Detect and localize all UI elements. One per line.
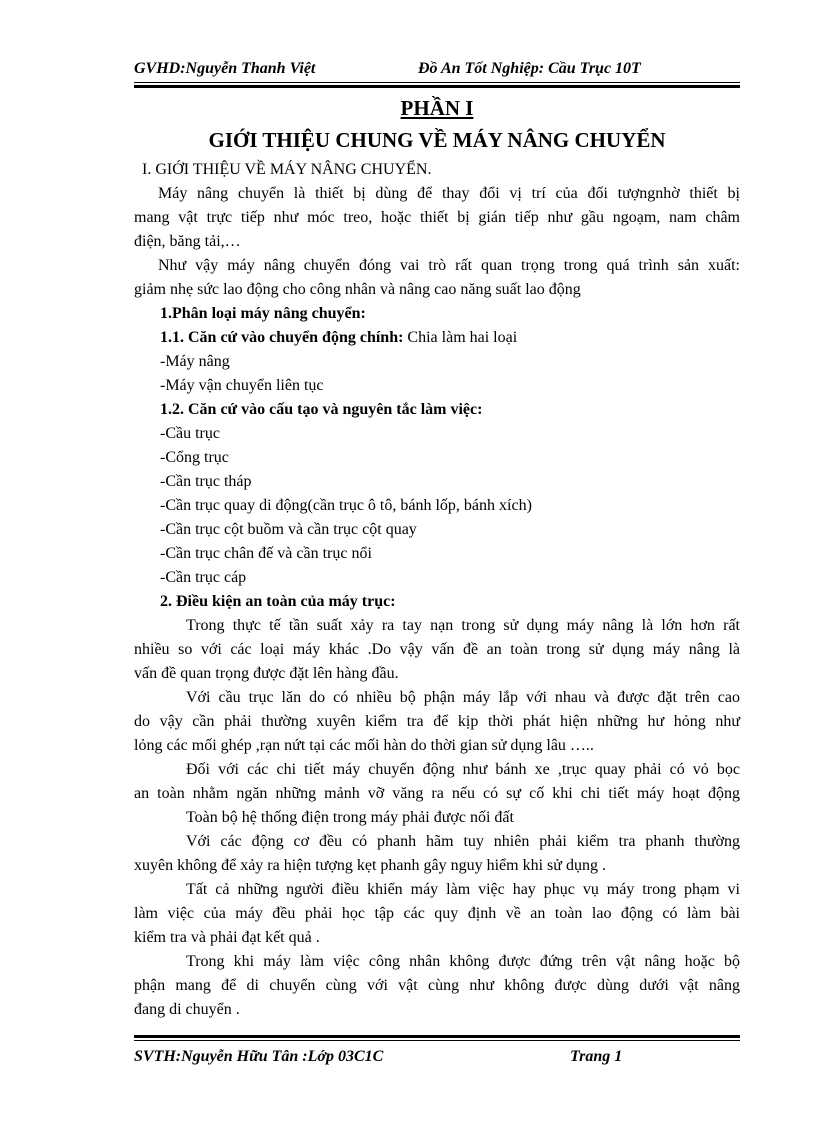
- list-item: -Cầu trục: [160, 425, 220, 442]
- paragraph-line: Máy nâng chuyển là thiết bị dùng để thay đổi vị trí của đối tượngnhờ thiết bị: [158, 185, 740, 202]
- header-rule-thin: [134, 82, 740, 83]
- subsection-text: Chia làm hai loại: [403, 329, 518, 346]
- paragraph-line: làm việc của máy đều phải học tập các quy định về an toàn lao động có làm bài: [134, 905, 740, 922]
- paragraph-line: Với các động cơ đều có phanh hãm tuy nhiên phải kiểm tra phanh thường: [186, 833, 740, 850]
- header-advisor: GVHD:Nguyễn Thanh Việt: [134, 60, 316, 77]
- paragraph-line: Như vậy máy nâng chuyển đóng vai trò rất quan trọng trong quá trình sản xuất:: [158, 257, 740, 274]
- page-header: [134, 58, 738, 80]
- section-heading: I. GIỚI THIỆU VỀ MÁY NÂNG CHUYỂN.: [142, 161, 432, 178]
- paragraph-line: nhiều so với các loại máy khác .Do vậy vấn đề an toàn trong sử dụng máy nâng là: [134, 641, 740, 658]
- paragraph-line: giảm nhẹ sức lao động cho công nhân và nâng cao năng suất lao động: [134, 281, 581, 298]
- paragraph-line: phận mang để di chuyển cùng với vật cùng như không được dùng dưới vật nâng: [134, 977, 740, 994]
- list-item: -Máy vận chuyển liên tục: [160, 377, 324, 394]
- paragraph-line: Trong khi máy làm việc công nhân không được đứng trên vật nâng hoặc bộ: [186, 953, 740, 970]
- paragraph-line: mang vật trực tiếp như móc treo, hoặc thiết bị gián tiếp như gầu ngoạm, nam châm: [134, 209, 740, 226]
- list-item: -Cần trục quay di động(cần trục ô tô, bánh lốp, bánh xích): [160, 497, 532, 514]
- paragraph-line: an toàn nhằm ngăn những mảnh vỡ văng ra nếu có sự cố khi chi tiết máy hoạt động: [134, 785, 740, 802]
- subsection-heading: 1.2. Căn cứ vào cấu tạo và nguyên tắc làm việc:: [160, 401, 483, 418]
- subsection-label: 1.1. Căn cứ vào chuyển động chính:: [160, 329, 404, 346]
- paragraph-line: Toàn bộ hệ thống điện trong máy phải được nối đất: [186, 809, 514, 826]
- footer-rule-thick: [134, 1035, 740, 1038]
- subsection-heading: 2. Điều kiện an toàn của máy trục:: [160, 593, 396, 610]
- page-number: Trang 1: [570, 1048, 623, 1065]
- subsection-heading-mixed: [160, 326, 740, 350]
- part-title: PHẦN I: [400, 96, 474, 120]
- chapter-title: GIỚI THIỆU CHUNG VỀ MÁY NÂNG CHUYỂN: [208, 128, 666, 152]
- paragraph-line: do vậy cần phải thường xuyên kiểm tra để kịp thời phát hiện những hư hỏng như: [134, 713, 740, 730]
- list-item: -Cổng trục: [160, 449, 229, 466]
- list-item: -Cần trục tháp: [160, 473, 252, 490]
- list-item: -Cần trục cột buồm và cần trục cột quay: [160, 521, 417, 538]
- header-rule-thick: [134, 85, 740, 88]
- paragraph-line: Trong thực tế tần suất xảy ra tay nạn trong sử dụng máy nâng là lớn hơn rất: [186, 617, 740, 634]
- document-body: [134, 94, 740, 1022]
- paragraph-line: kiểm tra và phải đạt kết quả .: [134, 929, 320, 946]
- paragraph-line: Với cầu trục lăn do có nhiều bộ phận máy lắp với nhau và được đặt trên cao: [186, 689, 740, 706]
- footer-rule-thin: [134, 1040, 740, 1041]
- footer-student: SVTH:Nguyễn Hữu Tân :Lớp 03C1C: [134, 1048, 384, 1065]
- list-item: -Cần trục cáp: [160, 569, 247, 586]
- list-item: -Cần trục chân đế và cần trục nổi: [160, 545, 372, 562]
- paragraph-line: điện, băng tải,…: [134, 233, 241, 250]
- paragraph-line: xuyên không để xảy ra hiện tượng kẹt phanh gây nguy hiểm khi sử dụng .: [134, 857, 606, 874]
- paragraph-line: lỏng các mối ghép ,rạn nứt tại các mối hàn do thời gian sử dụng lâu …..: [134, 737, 594, 754]
- page-footer: [134, 1046, 738, 1068]
- paragraph-line: Tất cả những người điều khiển máy làm việc hay phục vụ máy trong phạm vi: [186, 881, 740, 898]
- paragraph-line: đang di chuyển .: [134, 1001, 240, 1018]
- paragraph-line: Đối với các chi tiết máy chuyển động như bánh xe ,trục quay phải có vỏ bọc: [186, 761, 740, 778]
- subsection-heading: 1.Phân loại máy nâng chuyển:: [160, 305, 366, 322]
- paragraph-line: vấn đề quan trọng được đặt lên hàng đầu.: [134, 665, 399, 682]
- header-project-title: Đồ An Tốt Nghiệp: Cầu Trục 10T: [418, 60, 641, 77]
- list-item: -Máy nâng: [160, 353, 230, 370]
